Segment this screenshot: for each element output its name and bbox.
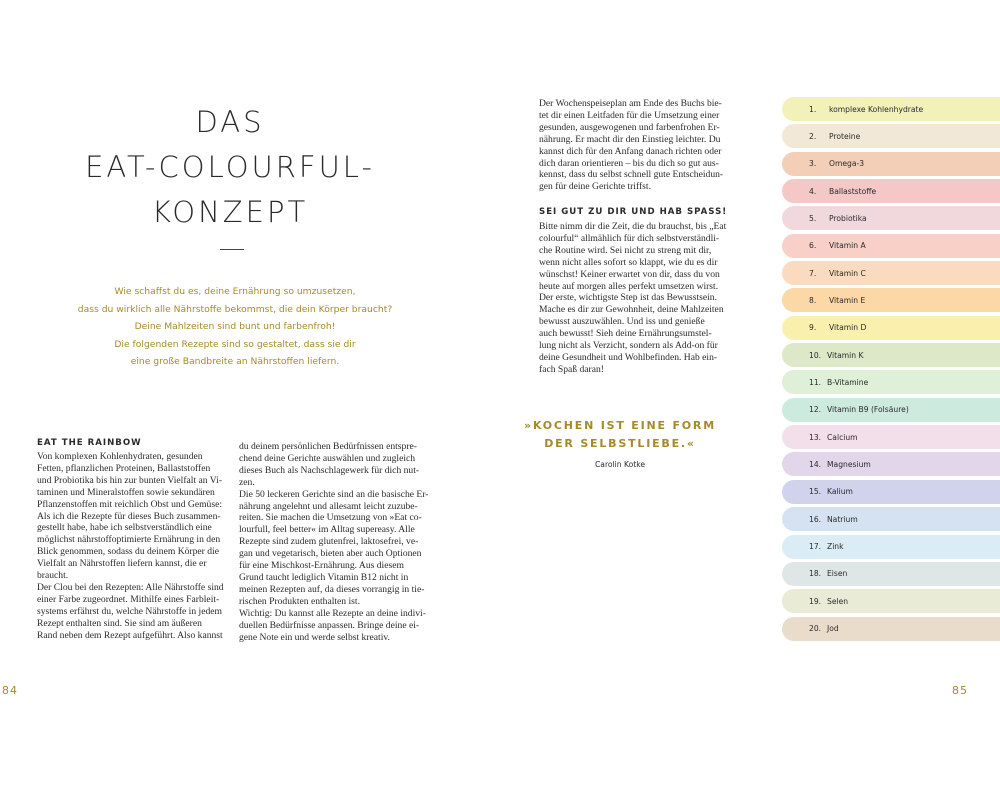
text-line: und Probiotika bis hin zur bunten Vielfalt an Vi-	[37, 474, 223, 486]
text-line: zen.	[239, 476, 255, 488]
nutrient-number: 3.	[809, 159, 817, 169]
text-line: systems erfährst du, welche Nährstoffe in jedem	[37, 605, 222, 617]
nutrient-item	[782, 562, 1000, 586]
page-title	[60, 100, 400, 235]
nutrient-number: 11.	[809, 377, 822, 387]
nutrient-number: 9.	[809, 323, 817, 333]
nutrient-item	[782, 261, 1000, 285]
nutrient-number: 2.	[809, 131, 817, 141]
text-line: Rezept enthalten sind. Sie sind am äußeren	[37, 617, 202, 629]
body-column-4	[539, 221, 726, 376]
nutrient-number: 19.	[809, 596, 822, 606]
nutrient-number: 5.	[809, 213, 817, 223]
nutrient-item	[782, 206, 1000, 230]
text-line: Die 50 leckeren Gerichte sind an die basische Er-	[239, 488, 429, 500]
nutrient-label: Vitamin D	[829, 323, 867, 333]
nutrient-label: Probiotika	[829, 213, 867, 223]
page-number-right: 85	[952, 684, 968, 697]
intro-text	[60, 283, 410, 371]
text-line: möglichst nährstoffoptimierte Ernährung in den	[37, 534, 221, 546]
text-line: Rezepte sind zudem glutenfrei, laktosefrei, ve-	[239, 536, 419, 548]
text-line: du deinem persönlichen Bedürfnissen entspre-	[239, 441, 417, 452]
text-line: taminen und Mineralstoffen sowie sekundären	[37, 486, 215, 498]
nutrient-item	[782, 425, 1000, 449]
body-column-3	[539, 98, 723, 193]
intro-line: eine große Bandbreite an Nährstoffen liefern.	[130, 356, 340, 368]
nutrient-number: 6.	[809, 241, 817, 251]
nutrient-color-legend	[782, 97, 1000, 644]
text-line: che Routine wird. Sei nicht zu streng mit dir,	[539, 244, 712, 256]
text-line: bewusst auszuwählen. Und iss und genieße	[539, 316, 705, 328]
text-line: rischen Produkten enthalten ist.	[239, 595, 360, 607]
nutrient-number: 20.	[809, 624, 822, 634]
text-line: colourful“ allmählich für dich selbstverständli-	[539, 232, 720, 244]
nutrient-number: 14.	[809, 459, 822, 469]
text-line: fach Spaß daran!	[539, 363, 604, 375]
nutrient-item	[782, 507, 1000, 531]
nutrient-item	[782, 152, 1000, 176]
text-line: Grund taucht lediglich Vitamin B12 nicht in	[239, 571, 409, 583]
text-line: Pflanzenstoffen mit reichlich Obst und Gemüse:	[37, 498, 222, 510]
text-line: gesunden, ausgewogenen und farbenfrohen Er-	[539, 121, 720, 133]
text-line: nährung angelehnt und allesamt leicht zuzube-	[239, 500, 418, 512]
intro-line: Deine Mahlzeiten sind bunt und farbenfroh!	[134, 321, 336, 333]
nutrient-item	[782, 288, 1000, 312]
text-line: gene Note ein und werde selbst kreativ.	[239, 631, 390, 643]
text-line: kennst, dass du selbst schnell gute Entscheidun-	[539, 169, 724, 181]
nutrient-item	[782, 452, 1000, 476]
text-line: Wichtig: Du kannst alle Rezepte an deine indivi-	[239, 607, 426, 619]
text-line: Von komplexen Kohlenhydraten, gesunden	[37, 451, 203, 462]
text-line: wünschst! Keiner erwartet von dir, dass du von	[539, 268, 720, 280]
text-line: Blick genommen, sodass du deinem Körper die	[37, 546, 219, 558]
nutrient-label: Vitamin A	[829, 241, 866, 251]
text-line: lourfull, feel better« im Alltag supereasy. Alle	[239, 524, 415, 536]
title-line-1: DAS	[195, 105, 265, 139]
nutrient-item	[782, 97, 1000, 121]
intro-line: Die folgenden Rezepte sind so gestaltet, dass sie dir	[114, 338, 356, 350]
text-line: duellen Bedürfnisse anpassen. Bringe deine ei-	[239, 619, 420, 631]
text-line: gan und vegetarisch, bieten aber auch Optionen	[239, 548, 422, 560]
title-line-3: KONZEPT	[151, 195, 309, 229]
nutrient-number: 10.	[809, 350, 822, 360]
text-line: gen für deine Gerichte triffst.	[539, 181, 651, 193]
nutrient-item	[782, 370, 1000, 394]
nutrient-label: Vitamin C	[829, 268, 866, 278]
text-line: Rand neben dem Rezept aufgeführt. Also kannst	[37, 629, 223, 641]
intro-line: Wie schaffst du es, deine Ernährung so umzusetzen,	[114, 286, 356, 297]
nutrient-number: 7.	[809, 268, 817, 278]
nutrient-item	[782, 398, 1000, 422]
nutrient-label: Zink	[827, 542, 844, 551]
nutrient-number: 1.	[809, 104, 817, 114]
title-divider	[220, 249, 244, 250]
text-line: meinen Rezepten auf, da dieses vorrangig in tie-	[239, 583, 425, 595]
text-line: dieses Buch als Nachschlagewerk für dich nut-	[239, 464, 420, 476]
nutrient-label: Vitamin B9 (Folsäure)	[827, 405, 909, 415]
text-line: tet dir einen Leitfaden für die Umsetzung einer	[539, 109, 720, 121]
title-line-2: EAT-COLOURFUL-	[85, 150, 375, 184]
body-column-1	[37, 451, 224, 642]
nutrient-item	[782, 124, 1000, 148]
nutrient-number: 8.	[809, 295, 817, 305]
text-line: wenn nicht alles sofort so klappt, wie du es dir	[539, 256, 718, 268]
body-column-2	[239, 441, 428, 643]
text-line: lung nicht als Verzicht, sondern als Add-on für	[539, 340, 718, 352]
nutrient-item	[782, 179, 1000, 203]
text-line: Fetten, pflanzlichen Proteinen, Ballaststoffen	[37, 462, 211, 474]
text-line: Der erste, wichtigste Step ist das Bewusstsein.	[539, 292, 717, 304]
nutrient-item	[782, 234, 1000, 258]
text-line: Bitte nimm dir die Zeit, die du brauchst, bis „Eat	[539, 221, 727, 232]
nutrient-item	[782, 343, 1000, 367]
nutrient-label: Magnesium	[827, 459, 871, 469]
quote-author: Carolin Kotke	[594, 460, 646, 469]
text-line: heute auf morgen alles perfekt umsetzen wirst.	[539, 280, 719, 292]
text-line: nährung. Er macht dir den Einstieg leichter. Du	[539, 133, 721, 145]
section-heading-sei-gut-zu-dir: SEI GUT ZU DIR UND HAB SPASS!	[539, 207, 728, 217]
nutrient-number: 16.	[809, 514, 822, 524]
nutrient-label: Eisen	[827, 569, 848, 579]
nutrient-item	[782, 617, 1000, 641]
page-number-left: 84	[2, 684, 18, 697]
section-heading-eat-the-rainbow: EAT THE RAINBOW	[37, 438, 142, 448]
nutrient-item	[782, 480, 1000, 504]
nutrient-number: 12.	[809, 405, 822, 415]
text-line: dich daran orientieren – bis du dich so gut aus-	[539, 157, 719, 169]
nutrient-label: Kalium	[827, 487, 853, 497]
text-line: Der Clou bei den Rezepten: Alle Nährstoffe sind	[37, 581, 224, 593]
nutrient-item	[782, 589, 1000, 613]
text-line: Vielfalt an Nährstoffen liefern kannst, die er	[37, 558, 207, 570]
nutrient-label: Vitamin K	[827, 350, 864, 360]
text-line: kannst dich für den Anfang danach richten oder	[539, 145, 722, 157]
nutrient-label: Proteine	[829, 131, 861, 141]
nutrient-number: 13.	[809, 432, 822, 442]
nutrient-number: 17.	[809, 542, 822, 551]
text-line: Mache es dir zur Gewohnheit, deine Mahlzeiten	[539, 304, 724, 316]
nutrient-label: Calcium	[827, 432, 858, 442]
text-line: braucht.	[37, 570, 69, 582]
text-line: Als ich die Rezepte für dieses Buch zusammen-	[37, 510, 221, 522]
text-line: chend deine Gerichte auswählen und zugleich	[239, 452, 416, 464]
text-line: reiten. Sie machen die Umsetzung von »Eat co-	[239, 512, 422, 524]
nutrient-label: komplexe Kohlenhydrate	[829, 104, 924, 114]
text-line: Der Wochenspeiseplan am Ende des Buchs bie-	[539, 98, 722, 109]
nutrient-item	[782, 316, 1000, 340]
nutrient-label: Jod	[827, 624, 839, 634]
text-line: auch bewusst! Sieh deine Ernährungsumstel-	[539, 328, 712, 340]
nutrient-label: B-Vitamine	[827, 377, 869, 387]
intro-line: dass du wirklich alle Nährstoffe bekommst, die dein Körper braucht?	[77, 303, 393, 315]
nutrient-label: Ballaststoffe	[829, 186, 877, 196]
quote-line: DER SELBSTLIEBE.«	[544, 437, 696, 450]
text-line: gestellt habe, habe ich selbstverständlich eine	[37, 522, 212, 534]
nutrient-label: Vitamin E	[829, 295, 866, 305]
nutrient-label: Omega-3	[829, 159, 865, 169]
nutrient-label: Selen	[827, 596, 849, 606]
nutrient-item	[782, 535, 1000, 559]
pull-quote	[520, 417, 720, 453]
quote-line: »KOCHEN IST EINE FORM	[524, 419, 716, 432]
nutrient-label: Natrium	[827, 514, 858, 524]
text-line: einer Farbe zugeordnet. Mithilfe eines Farbleit-	[37, 593, 220, 605]
text-line: deine Gesundheit und Wohlbefinden. Hab ein-	[539, 351, 718, 363]
text-line: für eine Mischkost-Ernährung. Aus diesem	[239, 560, 404, 572]
nutrient-number: 15.	[809, 487, 822, 497]
nutrient-number: 4.	[809, 186, 817, 196]
nutrient-number: 18.	[809, 569, 822, 579]
